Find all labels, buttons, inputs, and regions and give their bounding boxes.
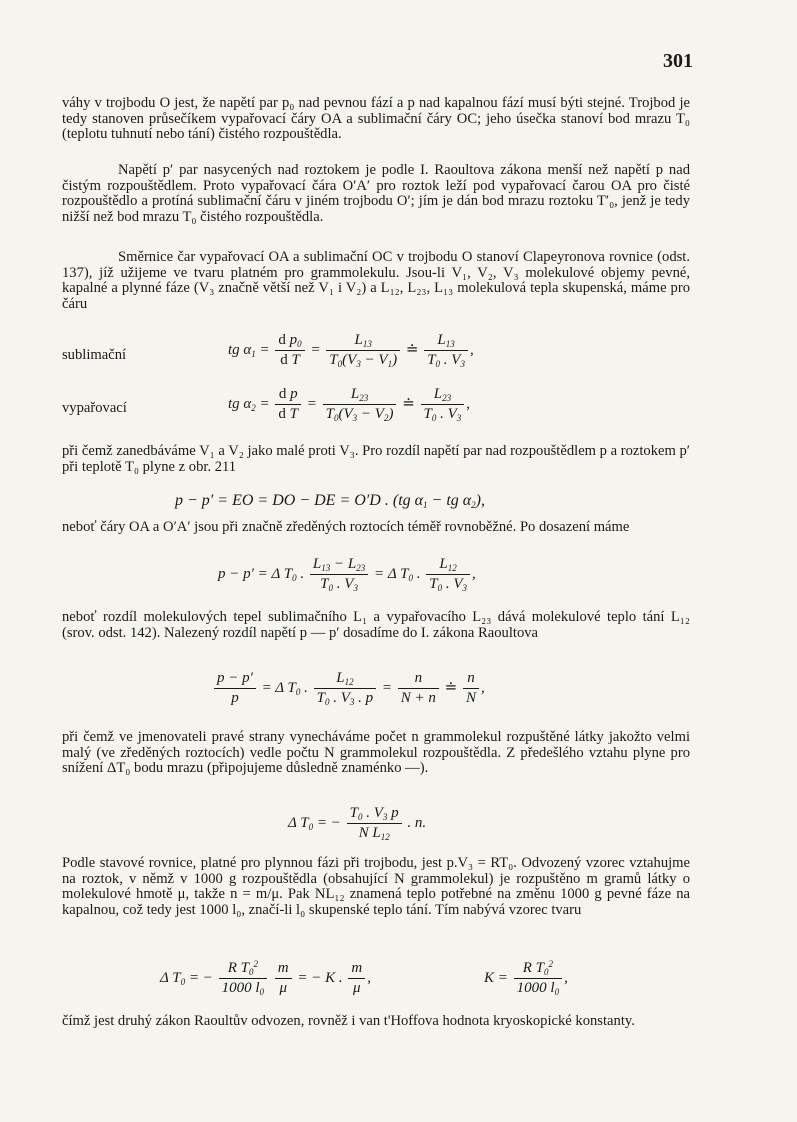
equation-pressure-difference: p − p′ = EO = DO − DE = O′D . (tg $\alpha_1$ − tg $\alpha_2$), [175,492,485,510]
equation-raoult: $\frac{p - p'}{p}$ = Δ $T_0$ . $\frac{L_{12}}{T_0 . V_3 . p}$ = $\frac{n}{N + n}$ ≐ $\frac{n}{N}$ , [212,670,485,707]
page-number: 301 [663,50,693,72]
paragraph-7: při čemž ve jmenovateli pravé strany vynecháváme počet n grammolekul rozpuštěné látky jakožto velmi malý (ve zředěných roztocích) vedle počtu N grammolekul rozpouštědla. Z předešlého vztahu plyne pro snížení ΔT₀ bodu mrazu (připojujeme důsledně znaménko —). [62,729,690,777]
equation-delta-t0: Δ $T_0$ = − $\frac{T_0 . V_3 p}{N L_{12}}$ . n. [288,805,427,842]
equation-cryoscopic-constant: K = $\frac{R T_0^2}{1000 l_0}$ , [484,959,568,997]
eq-label-vaporization: vypařovací [62,400,127,416]
equation-sublimation: tg $\alpha_1$ = $\frac{d p_0}{\text{d T}}$ = $\frac{L_{13}}{T_0(V_3 - V_1)}$ ≐ $\frac{L_{13}}{T_0 . V_3}$ , [228,332,474,369]
paragraph-9: čímž jest druhý zákon Raoultův odvozen, rovněž i van t'Hoffova hodnota kryoskopické konstanty. [62,1013,635,1029]
equation-final: Δ $T_0$ = − $\frac{R T_0^2}{1000 l_0}$ $\frac{m}{\mu}$ = − K . $\frac{m}{\mu}$ , [160,959,371,997]
paragraph-4: při čemž zanedbáváme V₁ a V₂ jako malé proti V₃. Pro rozdíl napětí par nad rozpouštědlem p a roztokem p′ při teplotě T₀ plyne z obr. 211 [62,443,690,475]
paragraph-8: Podle stavové rovnice, platné pro plynnou fázi při trojbodu, jest p.V₃ = RT₀. Odvozený vzorec vztahujme na roztok, v němž v 1000 g rozpouštědla (obsahující N grammolekul) je rozpuštěno m gramů látky o molekulové hmotě μ, takže n = m/μ. Pak NL₁₂ znamená teplo potřebné na změnu 1000 g pevné fáze na kapalnou, což tedy jest 1000 l₀, značí-li l₀ skupenské teplo tání. Tím nabývá vzorec tvaru [62,855,690,918]
paragraph-6: neboť rozdíl molekulových tepel sublimačního L₁ a vypařovacího L₂₃ dává molekulové teplo tání L₁₂ (srov. odst. 142). Nalezený rozdíl napětí p — p′ dosadíme do I. zákona Raoultova [62,609,690,641]
paragraph-1: váhy v trojbodu O jest, že napětí par p₀ nad pevnou fází a p nad kapalnou fází musí býti stejné. Trojbod je tedy stanoven průsečíkem vypařovací čáry OA a sublimační čáry OC; jeho úsečka stanoví bod mrazu T₀ (teplotu tuhnutí nebo tání) čistého rozpouštědla. [62,95,690,143]
paragraph-5: neboť čáry OA a O′A′ jsou při značně zředěných roztocích téměř rovnoběžné. Po dosazení máme [62,519,630,535]
equation-substitution: p − p′ = Δ $T_0$ . $\frac{L_{13} - L_{23}}{T_0 . V_3}$ = Δ $T_0$ . $\frac{L_{12}}{T_0 . V_3}$ , [218,556,476,593]
paragraph-3: Směrnice čar vypařovací OA a sublimační OC v trojbodu O stanoví Clapeyronova rovnice (odst. 137), jíž užijeme ve tvaru platném pro grammolekulu. Jsou-li V₁, V₂, V₃ molekulové objemy pevné, kapalné a plynné fáze (V₃ značně větší než V₁ i V₂) a L₁₂, L₂₃, L₁₃ molekulová tepla skupenská, máme pro čáru [62,249,690,312]
equation-vaporization: tg $\alpha_2$ = $\frac{\text{d p}}{\text{d T}}$ = $\frac{L_{23}}{T_0(V_3 - V_2)}$ ≐ $\frac{L_{23}}{T_0 . V_3}$ , [228,386,471,423]
eq-label-sublimation: sublimační [62,347,127,363]
paragraph-2: Napětí p′ par nasycených nad roztokem je podle I. Raoultova zákona menší než napětí p nad čistým rozpouštědlem. Proto vypařovací čára O′A′ pro roztok leží pod vypařovací čarou OA pro čisté rozpouštědlo a protíná sublimační čáru v jiném trojbodu O′; jím je dán bod mrazu roztoku T′₀, jenž je tedy nižší než bod mrazu T₀ čistého rozpouštědla. [62,162,690,225]
